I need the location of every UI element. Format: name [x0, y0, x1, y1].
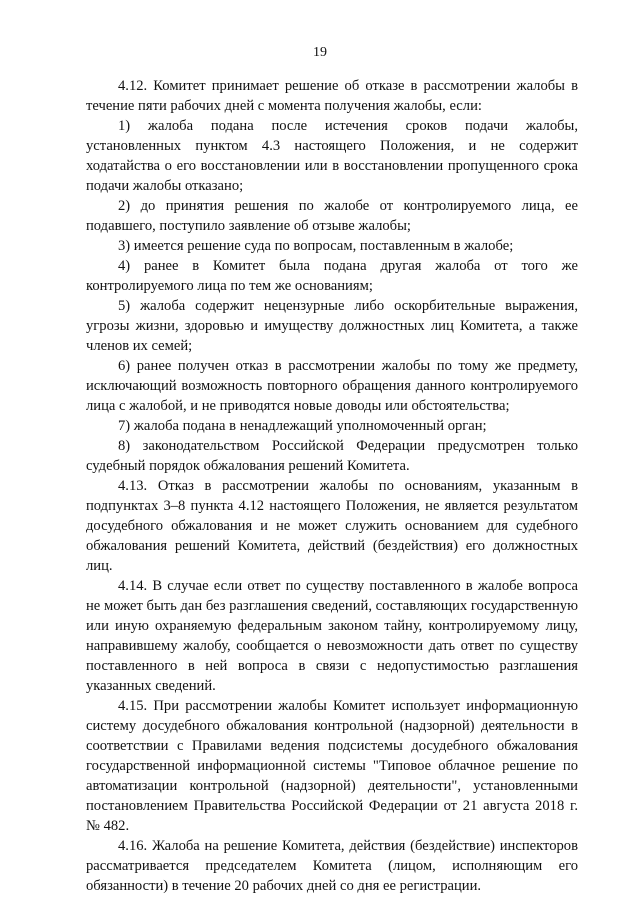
paragraph-4-12-item-2: 2) до принятия решения по жалобе от контролируемого лица, ее подавшего, поступило заявление об отзыве жалобы; [86, 198, 578, 234]
paragraph-4-12-item-1: 1) жалоба подана после истечения сроков подачи жалобы, установленных пунктом 4.3 настоящего Положения, и не содержит ходатайства о его восстановлении или в восстановлении пропущенного срока подачи жалобы отказано; [86, 118, 578, 194]
paragraph-4-12: 4.12. Комитет принимает решение об отказе в рассмотрении жалобы в течение пяти рабочих дней с момента получения жалобы, если: [86, 78, 578, 114]
paragraph-4-15: 4.15. При рассмотрении жалобы Комитет использует информационную систему досудебного обжалования контрольной (надзорной) деятельности в соответствии с Правилами ведения подсистемы досудебного обжалования государственной информационной системы "Типовое облачное решение по автоматизации контрольной (надзорной) деятельности", установленными постановлением Правительства Российской Федерации от 21 августа 2018 г. № 482. [86, 698, 578, 834]
paragraph-4-12-item-3: 3) имеется решение суда по вопросам, поставленным в жалобе; [118, 238, 514, 254]
document-body [86, 76, 578, 896]
paragraph-4-14: 4.14. В случае если ответ по существу поставленного в жалобе вопроса не может быть дан без разглашения сведений, составляющих государственную или иную охраняемую федеральным законом тайну, контролируемому лицу, направившему жалобу, сообщается о невозможности дать ответ по существу поставленного в ней вопроса в связи с недопустимостью разглашения указанных сведений. [86, 578, 578, 694]
paragraph-4-12-item-5: 5) жалоба содержит нецензурные либо оскорбительные выражения, угрозы жизни, здоровью и имуществу должностных лиц Комитета, а также членов их семей; [86, 298, 578, 354]
page-number: 19 [313, 45, 327, 60]
paragraph-4-12-item-4: 4) ранее в Комитет была подана другая жалоба от того же контролируемого лица по тем же основаниям; [86, 258, 578, 294]
paragraph-4-12-item-7: 7) жалоба подана в ненадлежащий уполномоченный орган; [118, 418, 487, 434]
paragraph-4-12-item-6: 6) ранее получен отказ в рассмотрении жалобы по тому же предмету, исключающий возможность повторного обращения данного контролируемого лица с жалобой, и не приводятся новые доводы или обстоятельства; [86, 358, 578, 414]
paragraph-4-13: 4.13. Отказ в рассмотрении жалобы по основаниям, указанным в подпунктах 3–8 пункта 4.12 настоящего Положения, не является результатом досудебного обжалования и не может служить основанием для судебного обжалования решений Комитета, действий (бездействия) его должностных лиц. [86, 478, 578, 574]
paragraph-4-16: 4.16. Жалоба на решение Комитета, действия (бездействие) инспекторов рассматривается председателем Комитета (лицом, исполняющим его обязанности) в течение 20 рабочих дней со дня ее регистрации. [86, 838, 578, 894]
paragraph-4-12-item-8: 8) законодательством Российской Федерации предусмотрен только судебный порядок обжалования решений Комитета. [86, 438, 578, 474]
